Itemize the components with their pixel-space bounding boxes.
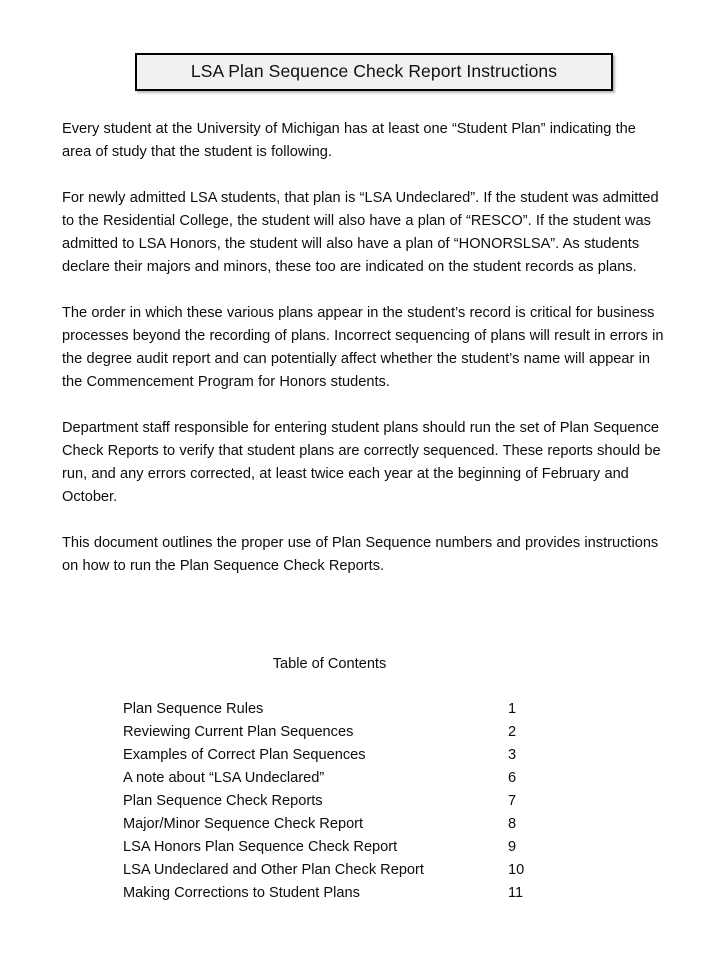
toc-entry-page: 6	[508, 770, 517, 786]
paragraph-new-admits: For newly admitted LSA students, that plan is “LSA Undeclared”. If the student was admitted to the Residential College, the student will also have a plan of “RESCO”. If the student was admitted to LSA Honors, the student will also have a plan of “HONORSLSA”. As students declare their majors and minors, these too are indicated on the student records as plans.	[62, 190, 659, 275]
toc-entry-label: A note about “LSA Undeclared”	[123, 770, 325, 786]
paragraph-intro: Every student at the University of Michigan has at least one “Student Plan” indicating the area of study that the student is following.	[62, 121, 636, 160]
toc-entry-page: 1	[508, 701, 517, 717]
toc-entry-page: 2	[508, 724, 517, 740]
toc-entry-label: LSA Honors Plan Sequence Check Report	[123, 839, 398, 855]
toc-entry-page: 7	[508, 793, 517, 809]
table-of-contents-list	[123, 698, 593, 905]
toc-entry-label: Examples of Correct Plan Sequences	[123, 747, 366, 763]
toc-entry-page: 9	[508, 839, 517, 855]
document-body	[62, 118, 666, 601]
toc-entry-label: LSA Undeclared and Other Plan Check Report	[123, 862, 424, 878]
toc-entry-label: Making Corrections to Student Plans	[123, 885, 360, 901]
toc-entry-label: Plan Sequence Check Reports	[123, 793, 323, 809]
paragraph-document-purpose: This document outlines the proper use of Plan Sequence numbers and provides instructions on how to run the Plan Sequence Check Reports.	[62, 535, 659, 574]
document-title-box	[135, 53, 613, 91]
toc-entry[interactable]	[123, 836, 593, 859]
table-of-contents-heading: Table of Contents	[272, 656, 387, 672]
toc-entry-page: 10	[508, 862, 525, 878]
toc-entry[interactable]	[123, 698, 593, 721]
toc-entry[interactable]	[123, 882, 593, 905]
toc-entry-label: Major/Minor Sequence Check Report	[123, 816, 364, 832]
paragraph-department-staff: Department staff responsible for entering student plans should run the set of Plan Sequence Check Reports to verify that student plans are correctly sequenced. These reports should be run, and any errors corrected, at least twice each year at the beginning of February and October.	[62, 420, 661, 505]
toc-entry[interactable]	[123, 790, 593, 813]
toc-entry-label: Plan Sequence Rules	[123, 701, 264, 717]
toc-entry-page: 3	[508, 747, 517, 763]
paragraph-plan-order: The order in which these various plans appear in the student’s record is critical for business processes beyond the recording of plans. Incorrect sequencing of plans will result in errors in the degree audit report and can potentially affect whether the student’s name will appear in the Commencement Program for Honors students.	[62, 305, 664, 390]
toc-entry[interactable]	[123, 767, 593, 790]
toc-entry[interactable]	[123, 813, 593, 836]
toc-entry-label: Reviewing Current Plan Sequences	[123, 724, 354, 740]
toc-entry[interactable]	[123, 744, 593, 767]
toc-entry[interactable]	[123, 721, 593, 744]
page-title: LSA Plan Sequence Check Report Instructions	[190, 61, 558, 82]
toc-entry[interactable]	[123, 859, 593, 882]
toc-entry-page: 11	[508, 885, 524, 901]
toc-entry-page: 8	[508, 816, 517, 832]
